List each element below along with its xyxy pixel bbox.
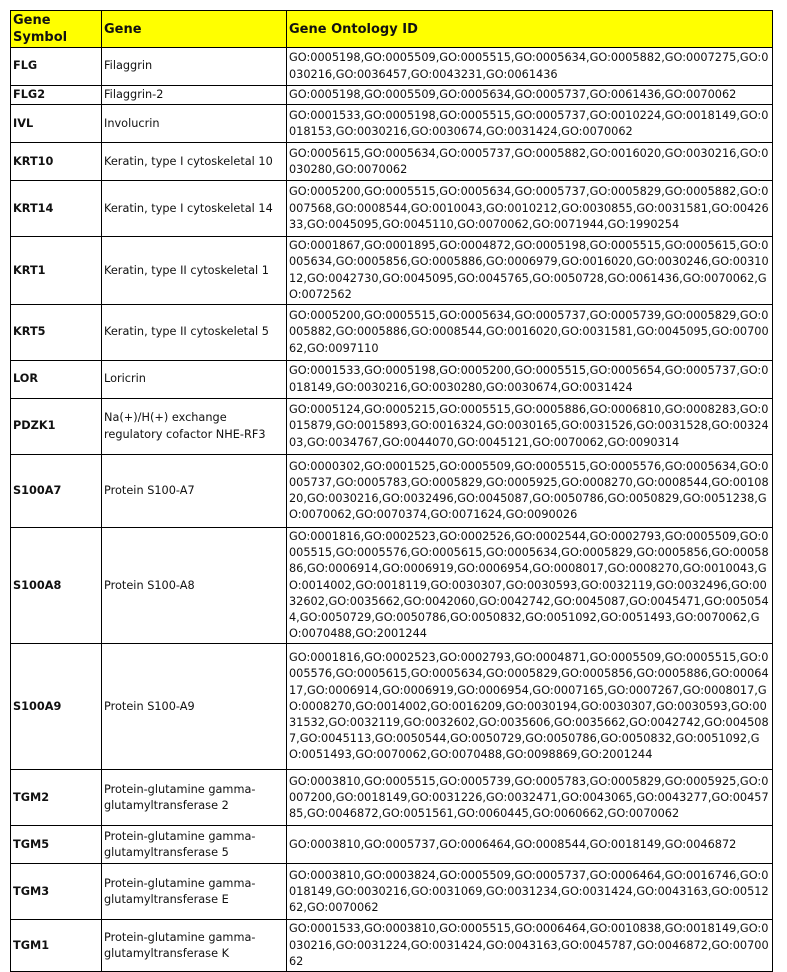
gene-name-cell: Keratin, type II cytoskeletal 5 <box>102 305 287 361</box>
gene-ontology-ids-cell: GO:0005198,GO:0005509,GO:0005515,GO:0005634,GO:0005882,GO:0007275,GO:0030216,GO:0036457,GO:0043231,GO:0061436 <box>287 48 773 86</box>
table-row <box>11 826 773 864</box>
gene-name-cell: Keratin, type I cytoskeletal 10 <box>102 143 287 181</box>
gene-symbol-cell: TGM1 <box>11 920 102 972</box>
gene-name-cell: Protein S100-A7 <box>102 455 287 528</box>
table-header <box>11 11 773 48</box>
gene-name-cell: Protein-glutamine gamma-glutamyltransferase 2 <box>102 770 287 826</box>
gene-name-cell: Protein S100-A8 <box>102 528 287 644</box>
header-gene-symbol: Gene Symbol <box>11 11 102 48</box>
table-row <box>11 455 773 528</box>
gene-ontology-table <box>10 10 773 972</box>
gene-name-cell: Keratin, type I cytoskeletal 14 <box>102 181 287 237</box>
gene-ontology-ids-cell: GO:0005198,GO:0005509,GO:0005634,GO:0005737,GO:0061436,GO:0070062 <box>287 86 773 105</box>
gene-name-cell: Involucrin <box>102 105 287 143</box>
gene-name-cell: Protein S100-A9 <box>102 644 287 770</box>
gene-symbol-cell: FLG2 <box>11 86 102 105</box>
gene-ontology-ids-cell: GO:0001816,GO:0002523,GO:0002793,GO:0004871,GO:0005509,GO:0005515,GO:0005576,GO:0005615,GO:0005634,GO:0005829,GO:0005856,GO:0005886,GO:0006417,GO:0006914,GO:0006919,GO:0006954,GO:0007165,GO:0007267,GO:0008017,GO:0008270,GO:0014002,GO:0016209,GO:0030194,GO:0030307,GO:0030593,GO:0031532,GO:0032119,GO:0032602,GO:0035606,GO:0035662,GO:0042742,GO:0045087,GO:0045113,GO:0050544,GO:0050729,GO:0050786,GO:0050832,GO:0051092,GO:0051493,GO:0070062,GO:0070488,GO:0098869,GO:2001244 <box>287 644 773 770</box>
table-row <box>11 181 773 237</box>
gene-ontology-ids-cell: GO:0001867,GO:0001895,GO:0004872,GO:0005198,GO:0005515,GO:0005615,GO:0005634,GO:0005856,GO:0005886,GO:0006979,GO:0016020,GO:0030246,GO:0031012,GO:0042730,GO:0045095,GO:0045765,GO:0050728,GO:0061436,GO:0070062,GO:0072562 <box>287 237 773 305</box>
gene-symbol-cell: KRT14 <box>11 181 102 237</box>
gene-ontology-ids-cell: GO:0005200,GO:0005515,GO:0005634,GO:0005737,GO:0005739,GO:0005829,GO:0005882,GO:0005886,GO:0008544,GO:0016020,GO:0031581,GO:0045095,GO:0070062,GO:0097110 <box>287 305 773 361</box>
gene-ontology-ids-cell: GO:0005200,GO:0005515,GO:0005634,GO:0005737,GO:0005829,GO:0005882,GO:0007568,GO:0008544,GO:0010043,GO:0010212,GO:0030855,GO:0031581,GO:0042633,GO:0045095,GO:0045110,GO:0070062,GO:0071944,GO:1990254 <box>287 181 773 237</box>
gene-name-cell: Protein-glutamine gamma-glutamyltransferase 5 <box>102 826 287 864</box>
gene-symbol-cell: S100A9 <box>11 644 102 770</box>
gene-symbol-cell: S100A8 <box>11 528 102 644</box>
gene-symbol-cell: KRT10 <box>11 143 102 181</box>
gene-ontology-ids-cell: GO:0005124,GO:0005215,GO:0005515,GO:0005886,GO:0006810,GO:0008283,GO:0015879,GO:0015893,GO:0016324,GO:0030165,GO:0031526,GO:0031528,GO:0032403,GO:0034767,GO:0044070,GO:0045121,GO:0070062,GO:0090314 <box>287 399 773 455</box>
gene-symbol-cell: LOR <box>11 361 102 399</box>
gene-symbol-cell: TGM2 <box>11 770 102 826</box>
gene-symbol-cell: TGM5 <box>11 826 102 864</box>
gene-ontology-ids-cell: GO:0001533,GO:0005198,GO:0005200,GO:0005515,GO:0005654,GO:0005737,GO:0018149,GO:0030216,GO:0030280,GO:0030674,GO:0031424 <box>287 361 773 399</box>
gene-name-cell: Keratin, type II cytoskeletal 1 <box>102 237 287 305</box>
gene-ontology-ids-cell: GO:0001533,GO:0005198,GO:0005515,GO:0005737,GO:0010224,GO:0018149,GO:0018153,GO:0030216,GO:0030674,GO:0031424,GO:0070062 <box>287 105 773 143</box>
gene-ontology-ids-cell: GO:0001533,GO:0003810,GO:0005515,GO:0006464,GO:0010838,GO:0018149,GO:0030216,GO:0031224,GO:0031424,GO:0043163,GO:0045787,GO:0046872,GO:0070062 <box>287 920 773 972</box>
table-row <box>11 237 773 305</box>
table-row <box>11 361 773 399</box>
header-gene: Gene <box>102 11 287 48</box>
gene-ontology-ids-cell: GO:0003810,GO:0005515,GO:0005739,GO:0005783,GO:0005829,GO:0005925,GO:0007200,GO:0018149,GO:0031226,GO:0032471,GO:0043065,GO:0043277,GO:0045785,GO:0046872,GO:0051561,GO:0060445,GO:0060662,GO:0070062 <box>287 770 773 826</box>
gene-name-cell: Loricrin <box>102 361 287 399</box>
table-row <box>11 105 773 143</box>
gene-name-cell: Na(+)/H(+) exchange regulatory cofactor NHE-RF3 <box>102 399 287 455</box>
table-row <box>11 143 773 181</box>
gene-symbol-cell: FLG <box>11 48 102 86</box>
table-row <box>11 528 773 644</box>
gene-symbol-cell: S100A7 <box>11 455 102 528</box>
gene-ontology-ids-cell: GO:0005615,GO:0005634,GO:0005737,GO:0005882,GO:0016020,GO:0030216,GO:0030280,GO:0070062 <box>287 143 773 181</box>
table-row <box>11 864 773 920</box>
gene-symbol-cell: PDZK1 <box>11 399 102 455</box>
table-row <box>11 48 773 86</box>
table-row <box>11 86 773 105</box>
table-row <box>11 305 773 361</box>
gene-symbol-cell: TGM3 <box>11 864 102 920</box>
gene-symbol-cell: KRT1 <box>11 237 102 305</box>
gene-ontology-ids-cell: GO:0001816,GO:0002523,GO:0002526,GO:0002544,GO:0002793,GO:0005509,GO:0005515,GO:0005576,GO:0005615,GO:0005634,GO:0005829,GO:0005856,GO:0005886,GO:0006914,GO:0006919,GO:0006954,GO:0008017,GO:0008270,GO:0010043,GO:0014002,GO:0018119,GO:0030307,GO:0030593,GO:0032119,GO:0032496,GO:0032602,GO:0035662,GO:0042060,GO:0042742,GO:0045087,GO:0045471,GO:0050544,GO:0050729,GO:0050786,GO:0050832,GO:0051092,GO:0051493,GO:0070062,GO:0070488,GO:2001244 <box>287 528 773 644</box>
gene-ontology-ids-cell: GO:0003810,GO:0003824,GO:0005509,GO:0005737,GO:0006464,GO:0016746,GO:0018149,GO:0030216,GO:0031069,GO:0031234,GO:0031424,GO:0043163,GO:0051262,GO:0070062 <box>287 864 773 920</box>
gene-name-cell: Protein-glutamine gamma-glutamyltransferase E <box>102 864 287 920</box>
gene-ontology-ids-cell: GO:0003810,GO:0005737,GO:0006464,GO:0008544,GO:0018149,GO:0046872 <box>287 826 773 864</box>
table-row <box>11 644 773 770</box>
gene-name-cell: Filaggrin-2 <box>102 86 287 105</box>
header-row <box>11 11 773 48</box>
table-row <box>11 399 773 455</box>
header-gene-ontology-id: Gene Ontology ID <box>287 11 773 48</box>
gene-ontology-ids-cell: GO:0000302,GO:0001525,GO:0005509,GO:0005515,GO:0005576,GO:0005634,GO:0005737,GO:0005783,GO:0005829,GO:0005925,GO:0008270,GO:0008544,GO:0010820,GO:0030216,GO:0032496,GO:0045087,GO:0050786,GO:0050829,GO:0051238,GO:0070062,GO:0070374,GO:0071624,GO:0090026 <box>287 455 773 528</box>
table-row <box>11 770 773 826</box>
table-body <box>11 48 773 972</box>
gene-symbol-cell: IVL <box>11 105 102 143</box>
gene-name-cell: Protein-glutamine gamma-glutamyltransferase K <box>102 920 287 972</box>
gene-symbol-cell: KRT5 <box>11 305 102 361</box>
gene-name-cell: Filaggrin <box>102 48 287 86</box>
table-row <box>11 920 773 972</box>
